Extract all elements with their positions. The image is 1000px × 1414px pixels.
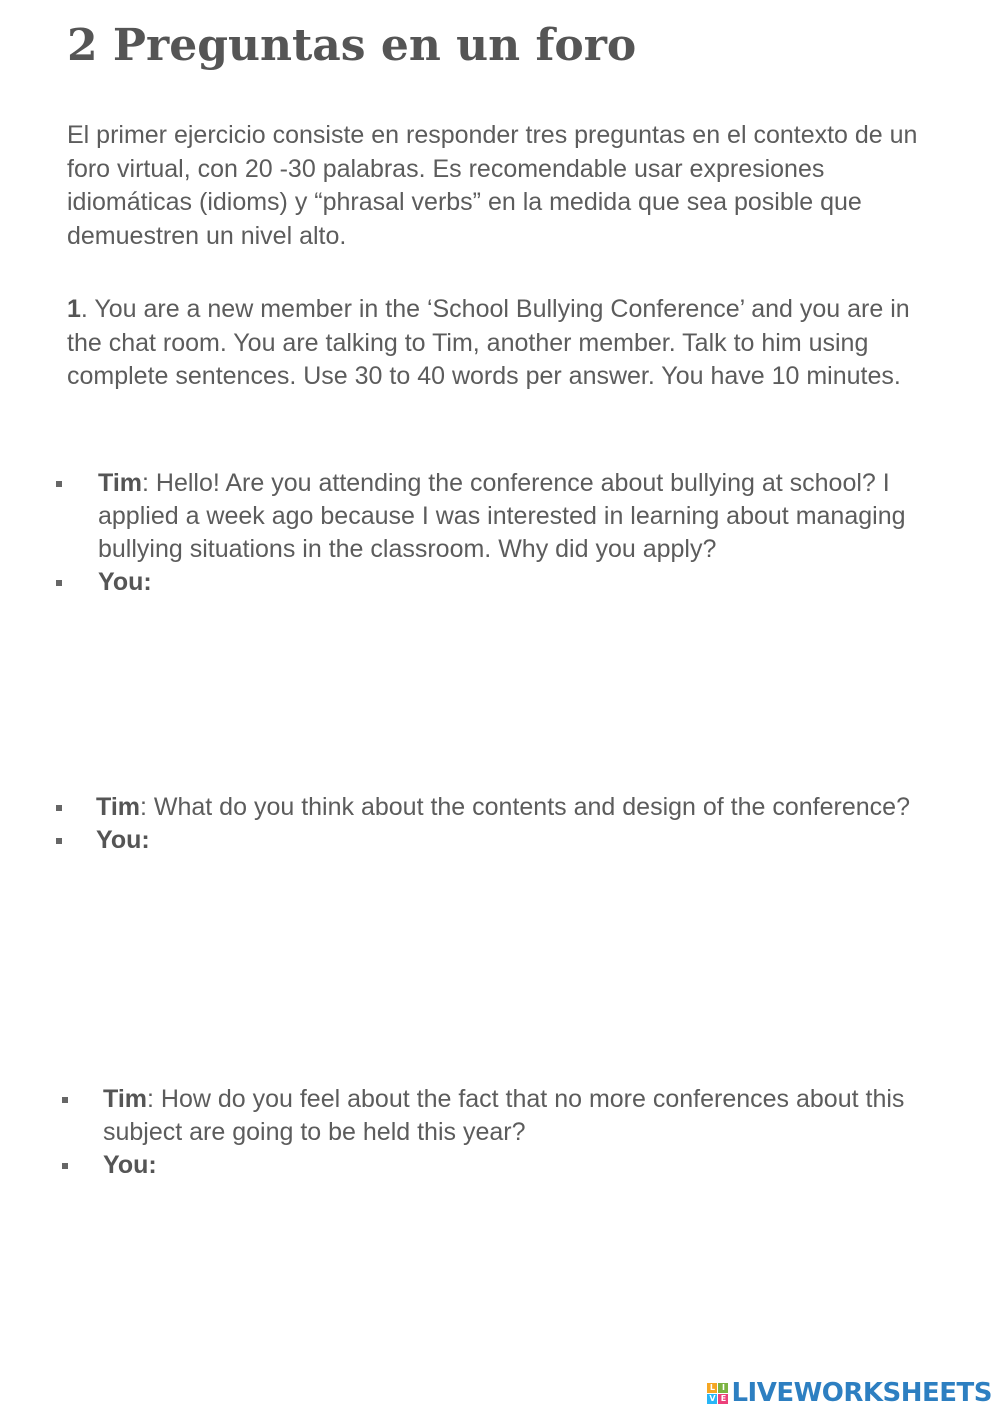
brand-name: LIVEWORKSHEETS [731, 1378, 992, 1408]
dialogue-3 [103, 1083, 983, 1182]
bullet-icon [56, 805, 62, 811]
tim-question-3 [103, 1083, 983, 1149]
speaker-label: Tim [98, 469, 142, 497]
you-answer-1[interactable] [98, 566, 948, 599]
page-title: 2 Preguntas en un foro [67, 20, 637, 71]
you-answer-2[interactable] [96, 824, 966, 857]
question-text: : Hello! Are you attending the conference about bullying at school? I applied a week ago because I was interested in learning about managing bullying situations in the classroom. Why did you apply? [98, 469, 906, 563]
speaker-label: Tim [103, 1085, 147, 1113]
intro-paragraph: El primer ejercicio consiste en responder tres preguntas en el contexto de un foro virtual, con 20 -30 palabras. Es recomendable usar expresiones idiomáticas (idioms) y “phrasal verbs” en la medida que sea posible que demuestren un nivel alto. [67, 121, 918, 250]
logo-tile-v: V [709, 1393, 716, 1403]
you-answer-3[interactable] [103, 1149, 983, 1182]
question-text: : How do you feel about the fact that no more conferences about this subject are going to be held this year? [103, 1085, 905, 1146]
bullet-icon [62, 1097, 68, 1103]
task-number: 1 [67, 295, 81, 323]
bullet-icon [56, 838, 62, 844]
bullet-icon [56, 481, 62, 487]
you-label: You: [96, 826, 150, 854]
task-instructions [67, 293, 947, 394]
task-text: . You are a new member in the ‘School Bullying Conference’ and you are in the chat room. You are talking to Tim, another member. Talk to him using complete sentences. Use 30 to 40 words per answer. You have 10 minutes. [67, 295, 910, 390]
you-label: You: [103, 1151, 157, 1179]
bullet-icon [62, 1163, 68, 1169]
tim-question-1 [98, 467, 948, 566]
logo-tile-i: I [718, 1383, 728, 1393]
bullet-icon [56, 580, 62, 586]
logo-tile-l: L [707, 1383, 717, 1393]
dialogue-1 [98, 467, 948, 599]
tim-question-2 [96, 791, 966, 824]
logo-tile-e: E [718, 1394, 728, 1404]
dialogue-2 [96, 791, 966, 857]
speaker-label: Tim [96, 793, 140, 821]
liveworksheets-logo-icon [707, 1383, 728, 1404]
question-text: : What do you think about the contents and design of the conference? [140, 793, 910, 821]
liveworksheets-logo[interactable] [707, 1378, 992, 1408]
you-label: You: [98, 568, 152, 596]
